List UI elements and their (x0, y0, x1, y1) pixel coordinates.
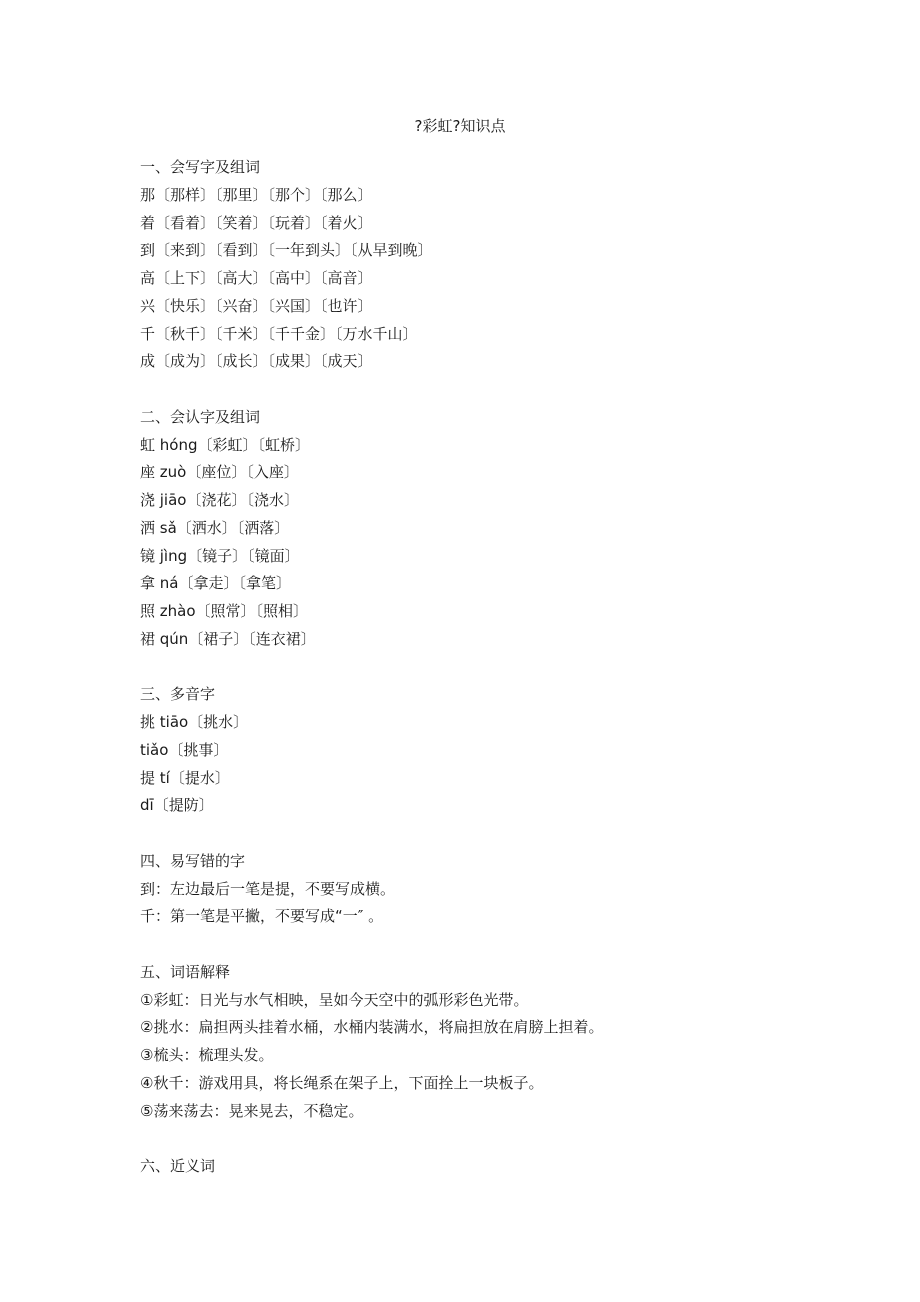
section-line: 座 zuò〔座位〕〔入座〕 (140, 463, 299, 482)
section-gap (140, 931, 840, 959)
section-line: 提 tí〔提水〕 (140, 768, 230, 787)
section-line: 高〔上下〕〔高大〕〔高中〕〔高音〕 (140, 269, 373, 287)
section-line: 拿 ná〔拿走〕〔拿笔〕 (140, 574, 291, 593)
section-line: ⑤荡来荡去：晃来晃去，不稳定。 (140, 1101, 364, 1120)
section-line: ①彩虹：日光与水气相映，呈如今天空中的弧形彩色光带。 (140, 990, 529, 1009)
section-line: ③梳头：梳理头发。 (140, 1046, 274, 1064)
section-line: ④秋千：游戏用具，将长绳系在架子上，下面拴上一块板子。 (140, 1073, 544, 1092)
section-heading: 四、易写错的字 (140, 851, 246, 870)
section-line: 洒 sǎ〔洒水〕〔洒落〕 (140, 518, 290, 537)
section-heading: 五、词语解释 (140, 962, 231, 981)
section-line: ②挑水：扁担两头挂着水桶，水桶内装满水，将扁担放在肩膀上担着。 (140, 1018, 604, 1037)
section-gap (140, 654, 840, 682)
section-line: 到：左边最后一笔是提，不要写成横。 (140, 879, 396, 898)
section-line: 挑 tiāo〔挑水〕 (140, 713, 249, 731)
document-body (140, 154, 840, 1181)
section-line: 兴〔快乐〕〔兴奋〕〔兴国〕〔也许〕 (140, 296, 373, 315)
section-line: 千〔秋千〕〔千米〕〔千千金〕〔万水千山〕 (140, 324, 418, 343)
section-line: 镜 jìng〔镜子〕〔镜面〕 (140, 546, 300, 565)
section-heading: 六、近义词 (140, 1157, 216, 1175)
section-heading: 二、会认字及组词 (140, 407, 261, 426)
section-line: 到〔来到〕〔看到〕〔一年到头〕〔从早到晚〕 (140, 241, 433, 260)
section-line: tiǎo〔挑事〕 (140, 740, 229, 759)
section-line: 浇 jiāo〔浇花〕〔浇水〕 (140, 491, 299, 509)
document-title: ?彩虹?知识点 (414, 117, 506, 135)
section-heading: 一、会写字及组词 (140, 158, 261, 176)
section-heading: 三、多音字 (140, 685, 216, 704)
section-line: 成〔成为〕〔成长〕〔成果〕〔成天〕 (140, 352, 373, 371)
section-line: 那〔那样〕〔那里〕〔那个〕〔那么〕 (140, 185, 373, 204)
section-gap (140, 1125, 840, 1153)
section-line: dī〔提防〕 (140, 796, 214, 815)
section-line: 照 zhào〔照常〕〔照相〕 (140, 602, 309, 620)
section-gap (140, 376, 840, 404)
section-line: 着〔看着〕〔笑着〕〔玩着〕〔着火〕 (140, 213, 373, 232)
section-line: 千：第一笔是平撇，不要写成“一″ 。 (140, 907, 384, 926)
section-gap (140, 820, 840, 848)
section-line: 裙 qún〔裙子〕〔连衣裙〕 (140, 629, 316, 648)
section-line: 虹 hóng〔彩虹〕〔虹桥〕 (140, 435, 310, 454)
